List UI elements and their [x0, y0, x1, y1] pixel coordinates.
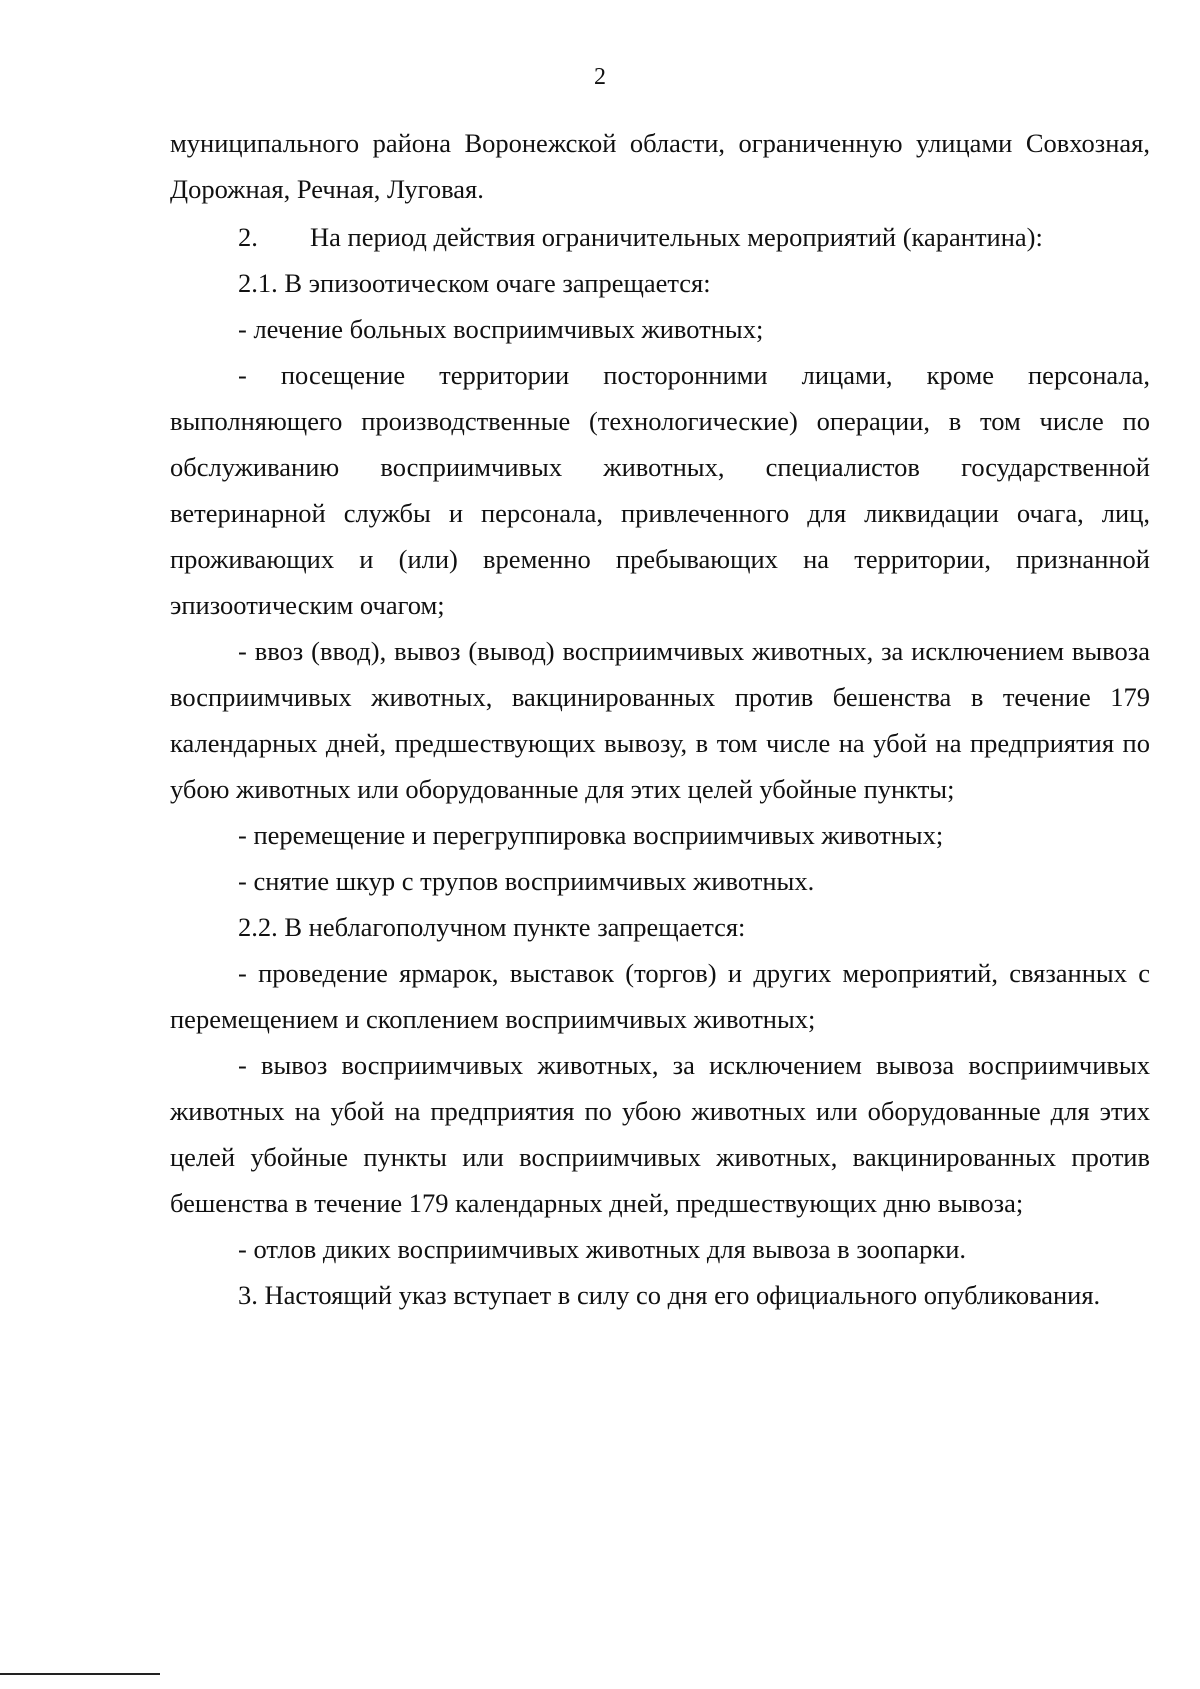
paragraph-list-item: - лечение больных восприимчивых животных;: [238, 314, 764, 344]
paragraph-list-item: - отлов диких восприимчивых животных для вывоза в зоопарки.: [238, 1234, 967, 1264]
paragraph-list-item: - ввоз (ввод), вывоз (вывод) восприимчивых животных, за исключением вывоза восприимчивых животных, вакцинированных против бешенства в течение 179 календарных дней, предшествующих вывозу, в том числе на убой на предприятия по убою животных или оборудованные для этих целей убойные пункты;: [170, 636, 1150, 804]
page-number: 2: [594, 64, 606, 90]
paragraph-list-item: - посещение территории посторонними лицами, кроме персонала, выполняющего производственные (технологические) операции, в том числе по обслуживанию восприимчивых животных, специалистов государственной ветеринарной службы и персонала, привлеченного для ликвидации очага, лиц, проживающих и (или) временно пребывающих на территории, признанной эпизоотическим очагом;: [170, 360, 1150, 620]
paragraph-list-item: - перемещение и перегруппировка восприимчивых животных;: [238, 820, 944, 850]
paragraph-2-1-heading: 2.1. В эпизоотическом очаге запрещается:: [238, 268, 711, 298]
document-body: [170, 120, 1150, 1318]
paragraph-list-item: - проведение ярмарок, выставок (торгов) и других мероприятий, связанных с перемещением и скоплением восприимчивых животных;: [170, 958, 1150, 1034]
paragraph-continuation: муниципального района Воронежской области, ограниченную улицами Совхозная, Дорожная, Речная, Луговая.: [170, 128, 1150, 204]
item-text: На период действия ограничительных мероприятий (карантина):: [310, 222, 1043, 252]
paragraph-2-2-heading: 2.2. В неблагополучном пункте запрещается:: [238, 912, 746, 942]
footer-rule: [0, 1673, 160, 1675]
paragraph-list-item: - вывоз восприимчивых животных, за исключением вывоза восприимчивых животных на убой на предприятия по убою животных или оборудованные для этих целей убойные пункты или восприимчивых животных, вакцинированных против бешенства в течение 179 календарных дней, предшествующих дню вывоза;: [170, 1050, 1150, 1218]
item-number: 2.: [238, 222, 258, 252]
paragraph-item-2: [170, 214, 1150, 260]
paragraph-list-item: - снятие шкур с трупов восприимчивых животных.: [238, 866, 815, 896]
paragraph-item-3: 3. Настоящий указ вступает в силу со дня его официального опубликования.: [238, 1280, 1101, 1310]
